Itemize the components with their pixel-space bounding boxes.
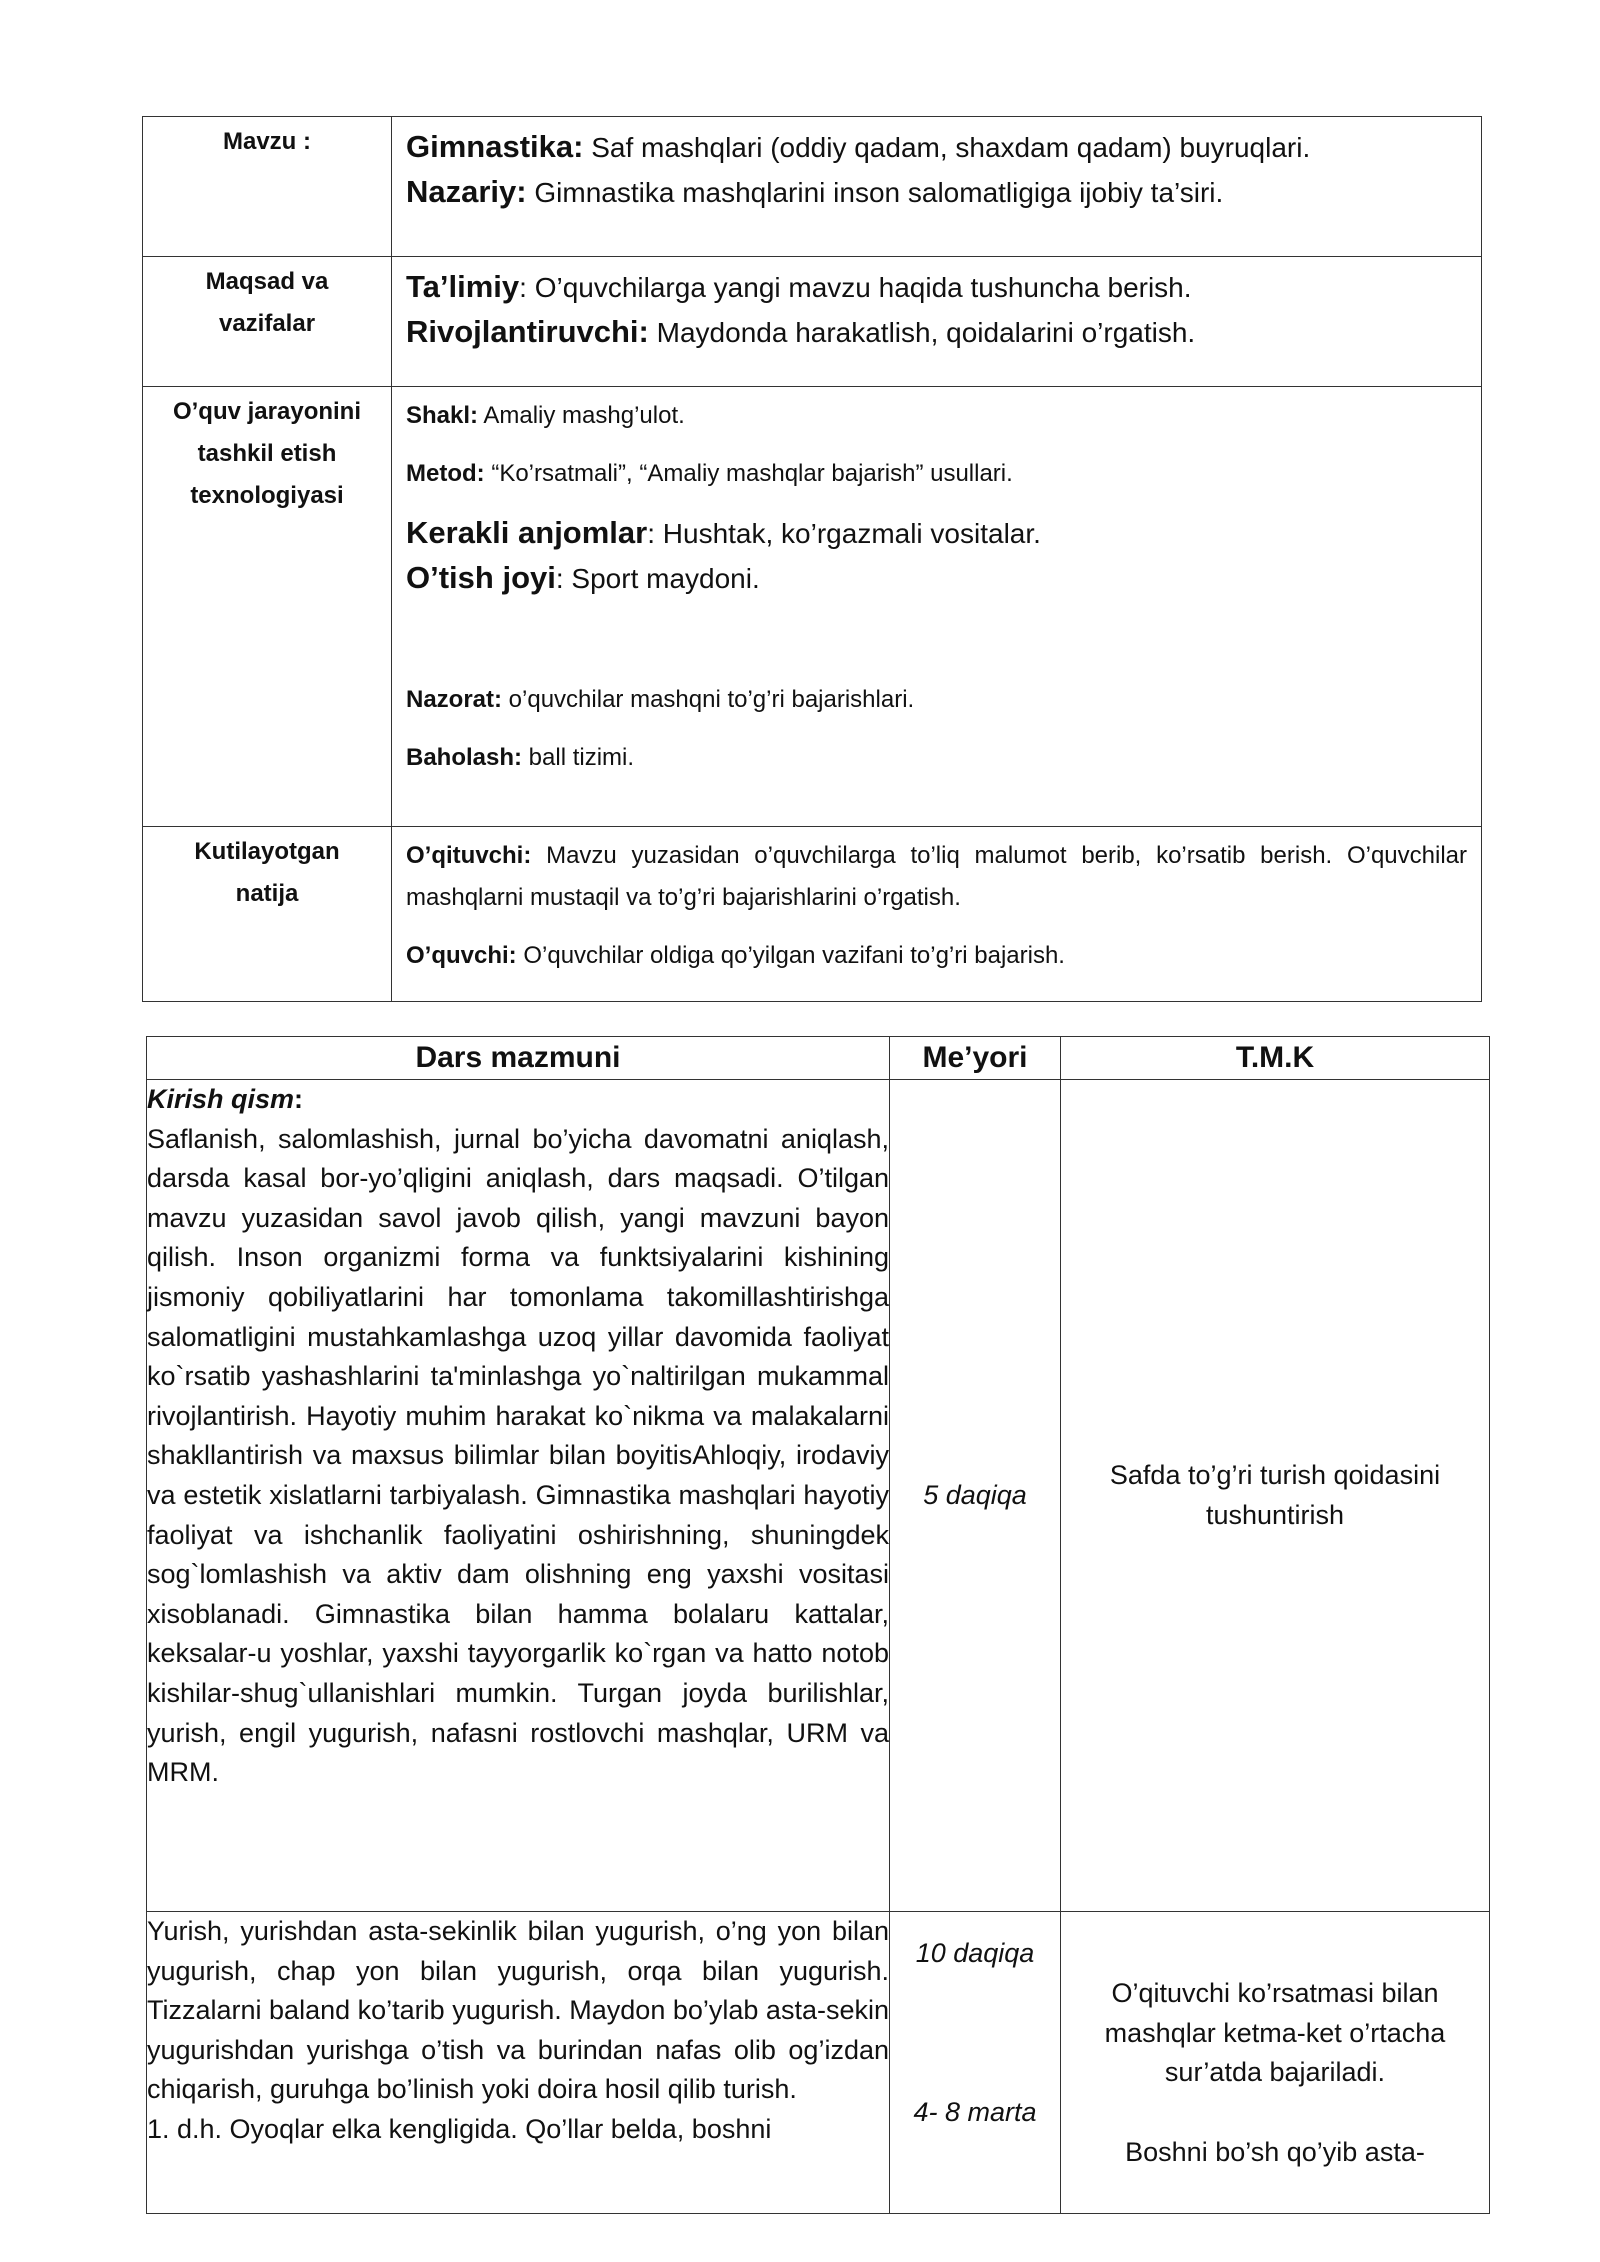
oquvchi-text: O’quvchilar oldiga qo’yilgan vazifani to’g’ri bajarish. xyxy=(516,942,1065,969)
norm-cell-1: 5 daqiqa xyxy=(890,1080,1061,1912)
nazariy-text: Gimnastika mashqlarini inson salomatligiga ijobiy ta’siri. xyxy=(526,177,1224,208)
lesson-content-table xyxy=(146,1036,1490,2214)
natija-label xyxy=(143,827,392,1002)
gimnastika-line xyxy=(406,125,1467,170)
baholash-label: Baholash: xyxy=(406,744,523,771)
oqituvchi-text: Mavzu yuzasidan o’quvchilarga to’liq malumot berib, ko’rsatib berish. O’quvchilar mashqlarni mustaqil va to’g’ri bajarishlarini o’rgatish. xyxy=(406,842,1467,911)
tmk-cell-1 xyxy=(1061,1080,1490,1912)
oquvchi-label: O’quvchi: xyxy=(406,942,517,969)
nazorat-label: Nazorat: xyxy=(406,686,503,713)
nazorat-text: o’quvchilar mashqni to’g’ri bajarishlari. xyxy=(502,686,915,713)
header-meyori: Me’yori xyxy=(890,1037,1061,1080)
shakl-text: Amaliy mashg’ulot. xyxy=(478,402,685,429)
joyi-text: : Sport maydoni. xyxy=(555,563,760,594)
baholash-text: ball tizimi. xyxy=(522,744,635,771)
nazorat-line xyxy=(406,679,1467,721)
tmk-text-2a: O’qituvchi ko’rsatmasi bilan mashqlar ketma-ket o’rtacha sur’atda bajariladi. xyxy=(1104,1978,1446,2088)
texnologiya-label xyxy=(143,387,392,827)
anjomlar-text: : Hushtak, ko’rgazmali vositalar. xyxy=(647,518,1041,549)
oqituvchi-line xyxy=(406,835,1467,919)
talimiy-line xyxy=(406,265,1467,310)
rivoj-text: Maydonda harakatlish, qoidalarini o’rgatish. xyxy=(648,317,1196,348)
maqsad-label-text: Maqsad va vazifalar xyxy=(205,268,329,337)
yurish-cell xyxy=(147,1912,890,2214)
shakl-line xyxy=(406,395,1467,437)
joyi-label: O’tish joyi xyxy=(406,560,556,595)
maqsad-value xyxy=(392,257,1482,387)
gimnastika-label: Gimnastika: xyxy=(406,129,584,164)
lesson-info-table xyxy=(142,116,1482,1002)
nazariy-label: Nazariy: xyxy=(406,174,527,209)
yurish-text-2: 1. d.h. Oyoqlar elka kengligida. Qo’llar belda, boshni xyxy=(147,2113,772,2144)
oqituvchi-label: O’qituvchi: xyxy=(406,842,532,869)
metod-line xyxy=(406,453,1467,495)
shakl-label: Shakl: xyxy=(406,402,479,429)
natija-label-text: Kutilayotgan natija xyxy=(194,838,340,907)
anjomlar-label: Kerakli anjomlar xyxy=(406,515,648,550)
metod-label: Metod: xyxy=(406,460,485,487)
kirish-qism-title: Kirish qism xyxy=(147,1084,295,1114)
rivoj-label: Rivojlantiruvchi: xyxy=(406,314,649,349)
metod-text: “Ko’rsatmali”, “Amaliy mashqlar bajarish” usullari. xyxy=(484,460,1013,487)
maqsad-label xyxy=(143,257,392,387)
texnologiya-label-text: O’quv jarayonini tashkil etish texnologiyasi xyxy=(172,398,362,509)
mavzu-label: Mavzu : xyxy=(143,117,392,257)
header-tmk: T.M.K xyxy=(1061,1037,1490,1080)
nazariy-line xyxy=(406,170,1467,215)
norm-cell-2 xyxy=(890,1912,1061,2214)
kirish-qism-text: Saflanish, salomlashish, jurnal bo’yicha davomatni aniqlash, darsda kasal bor-yo’qligini aniqlash, dars maqsadi. O’tilgan mavzu yuzasidan savol javob qilish, yangi mavzuni bayon qilish. Inson organizmi forma va funktsiyalarini kishining jismoniy qobiliyatlarini har tomonlama takomillashtirishga salomatligini mustahkamlashga uzoq yillar davomida faoliyat ko`rsatib yashashlarini ta'minlashga yo`naltirilgan mukammal rivojlantirish. Hayotiy muhim harakat ko`nikma va malakalarni shakllantirish va maxsus bilimlar bilan boyitisAhloqiy, irodaviy va estetik xislatlarni tarbiyalash. Gimnastika mashqlari hayotiy faoliyat va ishchanlik faoliyatini oshirishning, shuningdek sog`lomlashish va aktiv dam olishning eng yaxshi vositasi xisoblanadi. Gimnastika bilan hamma bolalaru kattalar, keksalar-u yoshlar, yaxshi tayyorgarlik ko`rgan va hatto notob kishilar-shug`ullanishlari mumkin. Turgan joyda burilishlar, yurish, engil yugurish, nafasni rostlovchi mashqlar, URM va MRM. xyxy=(147,1123,889,1788)
texnologiya-value xyxy=(392,387,1482,827)
talimiy-label: Ta’limiy xyxy=(406,269,520,304)
natija-value xyxy=(392,827,1482,1002)
table-row xyxy=(147,1080,1490,1912)
norm-2b: 4- 8 marta xyxy=(913,2096,1037,2127)
yurish-text: Yurish, yurishdan asta-sekinlik bilan yugurish, o’ng yon bilan yugurish, chap yon bilan yugurish, orqa bilan yugurish. Tizzalarni baland ko’tarib yugurish. Maydon bo’ylab asta-sekin yugurishdan yurishga o’tish va burindan nafas olib og’izdan chiqarish, guruhga bo’linish yoki doira hosil qilib turish. xyxy=(147,1916,889,2105)
baholash-line xyxy=(406,737,1467,779)
mavzu-value xyxy=(392,117,1482,257)
rivoj-line xyxy=(406,310,1467,355)
oquvchi-line xyxy=(406,935,1467,977)
norm-2a: 10 daqiqa xyxy=(915,1938,1035,1968)
kirish-qism-cell xyxy=(147,1080,890,1912)
tmk-text-1: Safda to’g’ri turish qoidasini tushuntirish xyxy=(1109,1459,1441,1530)
tmk-text-2b: Boshni bo’sh qo’yib asta- xyxy=(1125,2136,1425,2167)
joyi-line xyxy=(406,556,1467,601)
gimnastika-text: Saf mashqlari (oddiy qadam, shaxdam qadam) buyruqlari. xyxy=(583,132,1311,163)
table-row xyxy=(147,1912,1490,2214)
kirish-qism-title-line xyxy=(147,1080,889,1120)
kirish-qism-colon: : xyxy=(294,1084,304,1114)
talimiy-text: : O’quvchilarga yangi mavzu haqida tushuncha berish. xyxy=(519,272,1192,303)
header-dars-mazmuni: Dars mazmuni xyxy=(147,1037,890,1080)
tmk-cell-2 xyxy=(1061,1912,1490,2214)
anjomlar-line xyxy=(406,511,1467,556)
